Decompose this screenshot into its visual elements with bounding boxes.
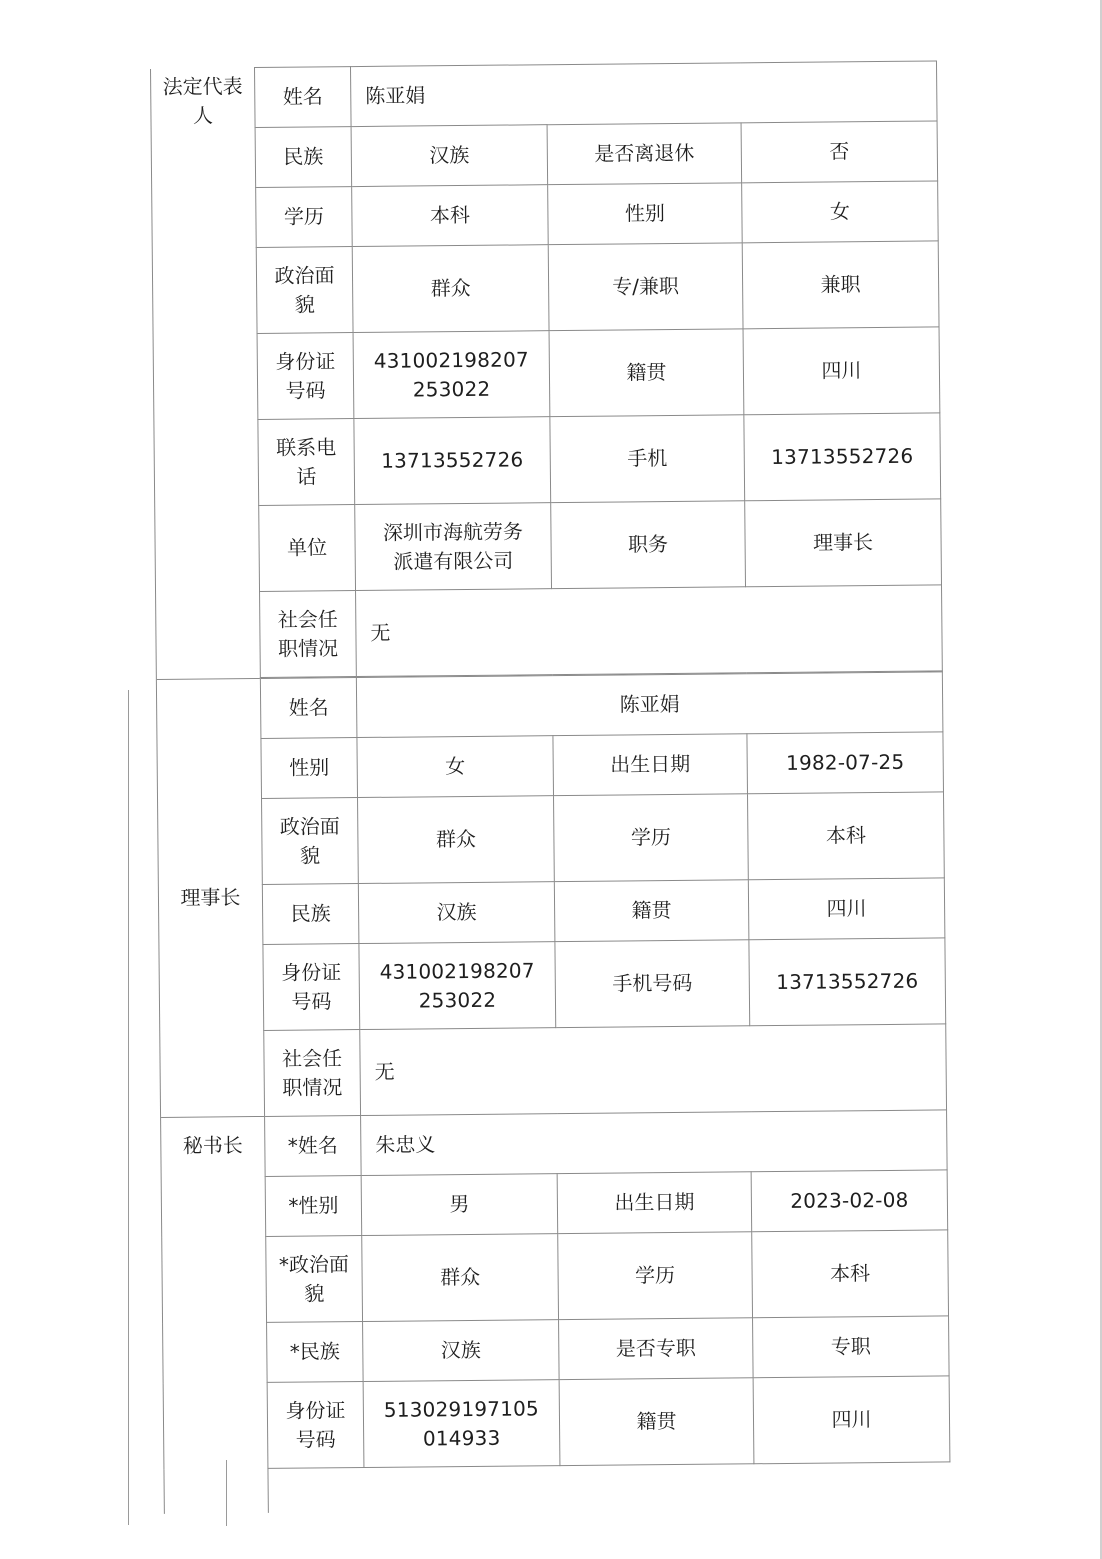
table-row <box>160 1024 947 1118</box>
value-id-number: 513029197105014933 <box>363 1380 560 1468</box>
label-education: 学历 <box>558 1232 753 1320</box>
label-political: 政治面貌 <box>256 247 353 334</box>
label-id: 身份证号码 <box>257 333 354 420</box>
value-fulltime: 专职 <box>753 1316 950 1378</box>
label-origin: 籍贯 <box>549 329 744 417</box>
section-secretary <box>161 1116 269 1513</box>
table-row <box>158 792 945 886</box>
label-fulltime: 是否专职 <box>559 1318 754 1380</box>
label-education: 学历 <box>554 794 749 882</box>
value-birth: 2023-02-08 <box>751 1170 948 1232</box>
table-row <box>156 585 943 679</box>
table-row <box>156 672 943 740</box>
table-row <box>164 1462 950 1514</box>
table-row <box>153 327 940 421</box>
value-origin: 四川 <box>743 327 940 415</box>
value-political: 群众 <box>358 796 555 884</box>
value-id-number: 431002198207253022 <box>359 942 556 1030</box>
label-gender: 性别 <box>548 183 743 245</box>
table-row <box>154 413 941 507</box>
label-political: *政治面貌 <box>266 1236 363 1323</box>
label-phone: 联系电话 <box>258 419 355 506</box>
label-mobile: 手机 <box>550 415 745 503</box>
section-label: 秘书长 <box>182 1133 243 1158</box>
label-education: 学历 <box>256 187 353 248</box>
value-birth: 1982-07-25 <box>747 732 944 794</box>
table-row <box>158 878 945 946</box>
value-social: 无 <box>360 1024 947 1116</box>
label-origin: 籍贯 <box>554 880 749 942</box>
section-chairman: 理事长 <box>156 678 264 1117</box>
table-row <box>157 732 944 800</box>
value-education: 本科 <box>747 792 944 880</box>
value-gender: 女 <box>742 181 939 243</box>
label-social: 社会任职情况 <box>260 591 357 678</box>
value-gender: 男 <box>361 1174 558 1236</box>
table-row <box>163 1316 950 1384</box>
label-ethnicity: 民族 <box>262 884 359 945</box>
value-unit: 深圳市海航劳务派遣有限公司 <box>355 503 552 591</box>
label-position: 职务 <box>551 501 746 589</box>
label-gender: 性别 <box>261 738 358 799</box>
label-retired: 是否离退休 <box>547 123 742 185</box>
value-fulltime: 兼职 <box>742 241 939 329</box>
section-label: 法定代表人 <box>162 73 243 128</box>
value-political: 群众 <box>352 245 549 333</box>
value-ethnicity: 汉族 <box>363 1320 560 1382</box>
label-ethnicity: 民族 <box>255 127 352 188</box>
label-id: 身份证号码 <box>263 944 360 1031</box>
value-origin: 四川 <box>753 1376 950 1464</box>
label-fulltime: 专/兼职 <box>548 243 743 331</box>
value-ethnicity: 汉族 <box>358 882 555 944</box>
value-social: 无 <box>356 585 943 677</box>
table-row <box>151 61 938 129</box>
value-mobile: 13713552726 <box>744 413 941 501</box>
label-ethnicity: *民族 <box>267 1322 364 1383</box>
left-margin-line <box>128 690 129 1525</box>
label-social: 社会任职情况 <box>264 1030 361 1117</box>
table-row <box>163 1376 950 1470</box>
value-id-number: 431002198207253022 <box>353 331 550 419</box>
value-position: 理事长 <box>745 499 942 587</box>
value-phone: 13713552726 <box>354 417 551 505</box>
value-origin: 四川 <box>748 878 945 940</box>
value-education: 本科 <box>752 1230 949 1318</box>
label-name: 姓名 <box>254 67 351 128</box>
label-mobile: 手机号码 <box>555 940 750 1028</box>
label-origin: 籍贯 <box>559 1378 754 1466</box>
value-ethnicity: 汉族 <box>351 125 548 187</box>
table-row <box>159 938 946 1032</box>
table-row <box>151 121 938 189</box>
value-name: 陈亚娟 <box>350 61 937 127</box>
label-political: 政治面貌 <box>262 798 359 885</box>
section-legal-rep <box>151 67 261 679</box>
value-education: 本科 <box>352 185 549 247</box>
table-row <box>155 499 942 593</box>
value-political: 群众 <box>362 1234 559 1322</box>
blank-cell <box>268 1462 950 1513</box>
label-name: *姓名 <box>265 1116 362 1177</box>
table-row <box>162 1230 949 1324</box>
table-row <box>161 1170 948 1238</box>
label-unit: 单位 <box>259 505 356 592</box>
label-name: 姓名 <box>260 678 357 739</box>
value-gender: 女 <box>357 736 554 798</box>
value-retired: 否 <box>741 121 938 183</box>
label-gender: *性别 <box>265 1176 362 1237</box>
label-birth: 出生日期 <box>553 734 748 796</box>
value-mobile: 13713552726 <box>749 938 946 1026</box>
value-name: 陈亚娟 <box>356 672 943 738</box>
info-table <box>150 60 951 1513</box>
table-row <box>152 241 939 335</box>
label-id: 身份证号码 <box>267 1382 364 1469</box>
table-row <box>152 181 939 249</box>
value-name: 朱忠义 <box>361 1110 948 1176</box>
table-row <box>161 1110 948 1178</box>
label-birth: 出生日期 <box>557 1172 752 1234</box>
